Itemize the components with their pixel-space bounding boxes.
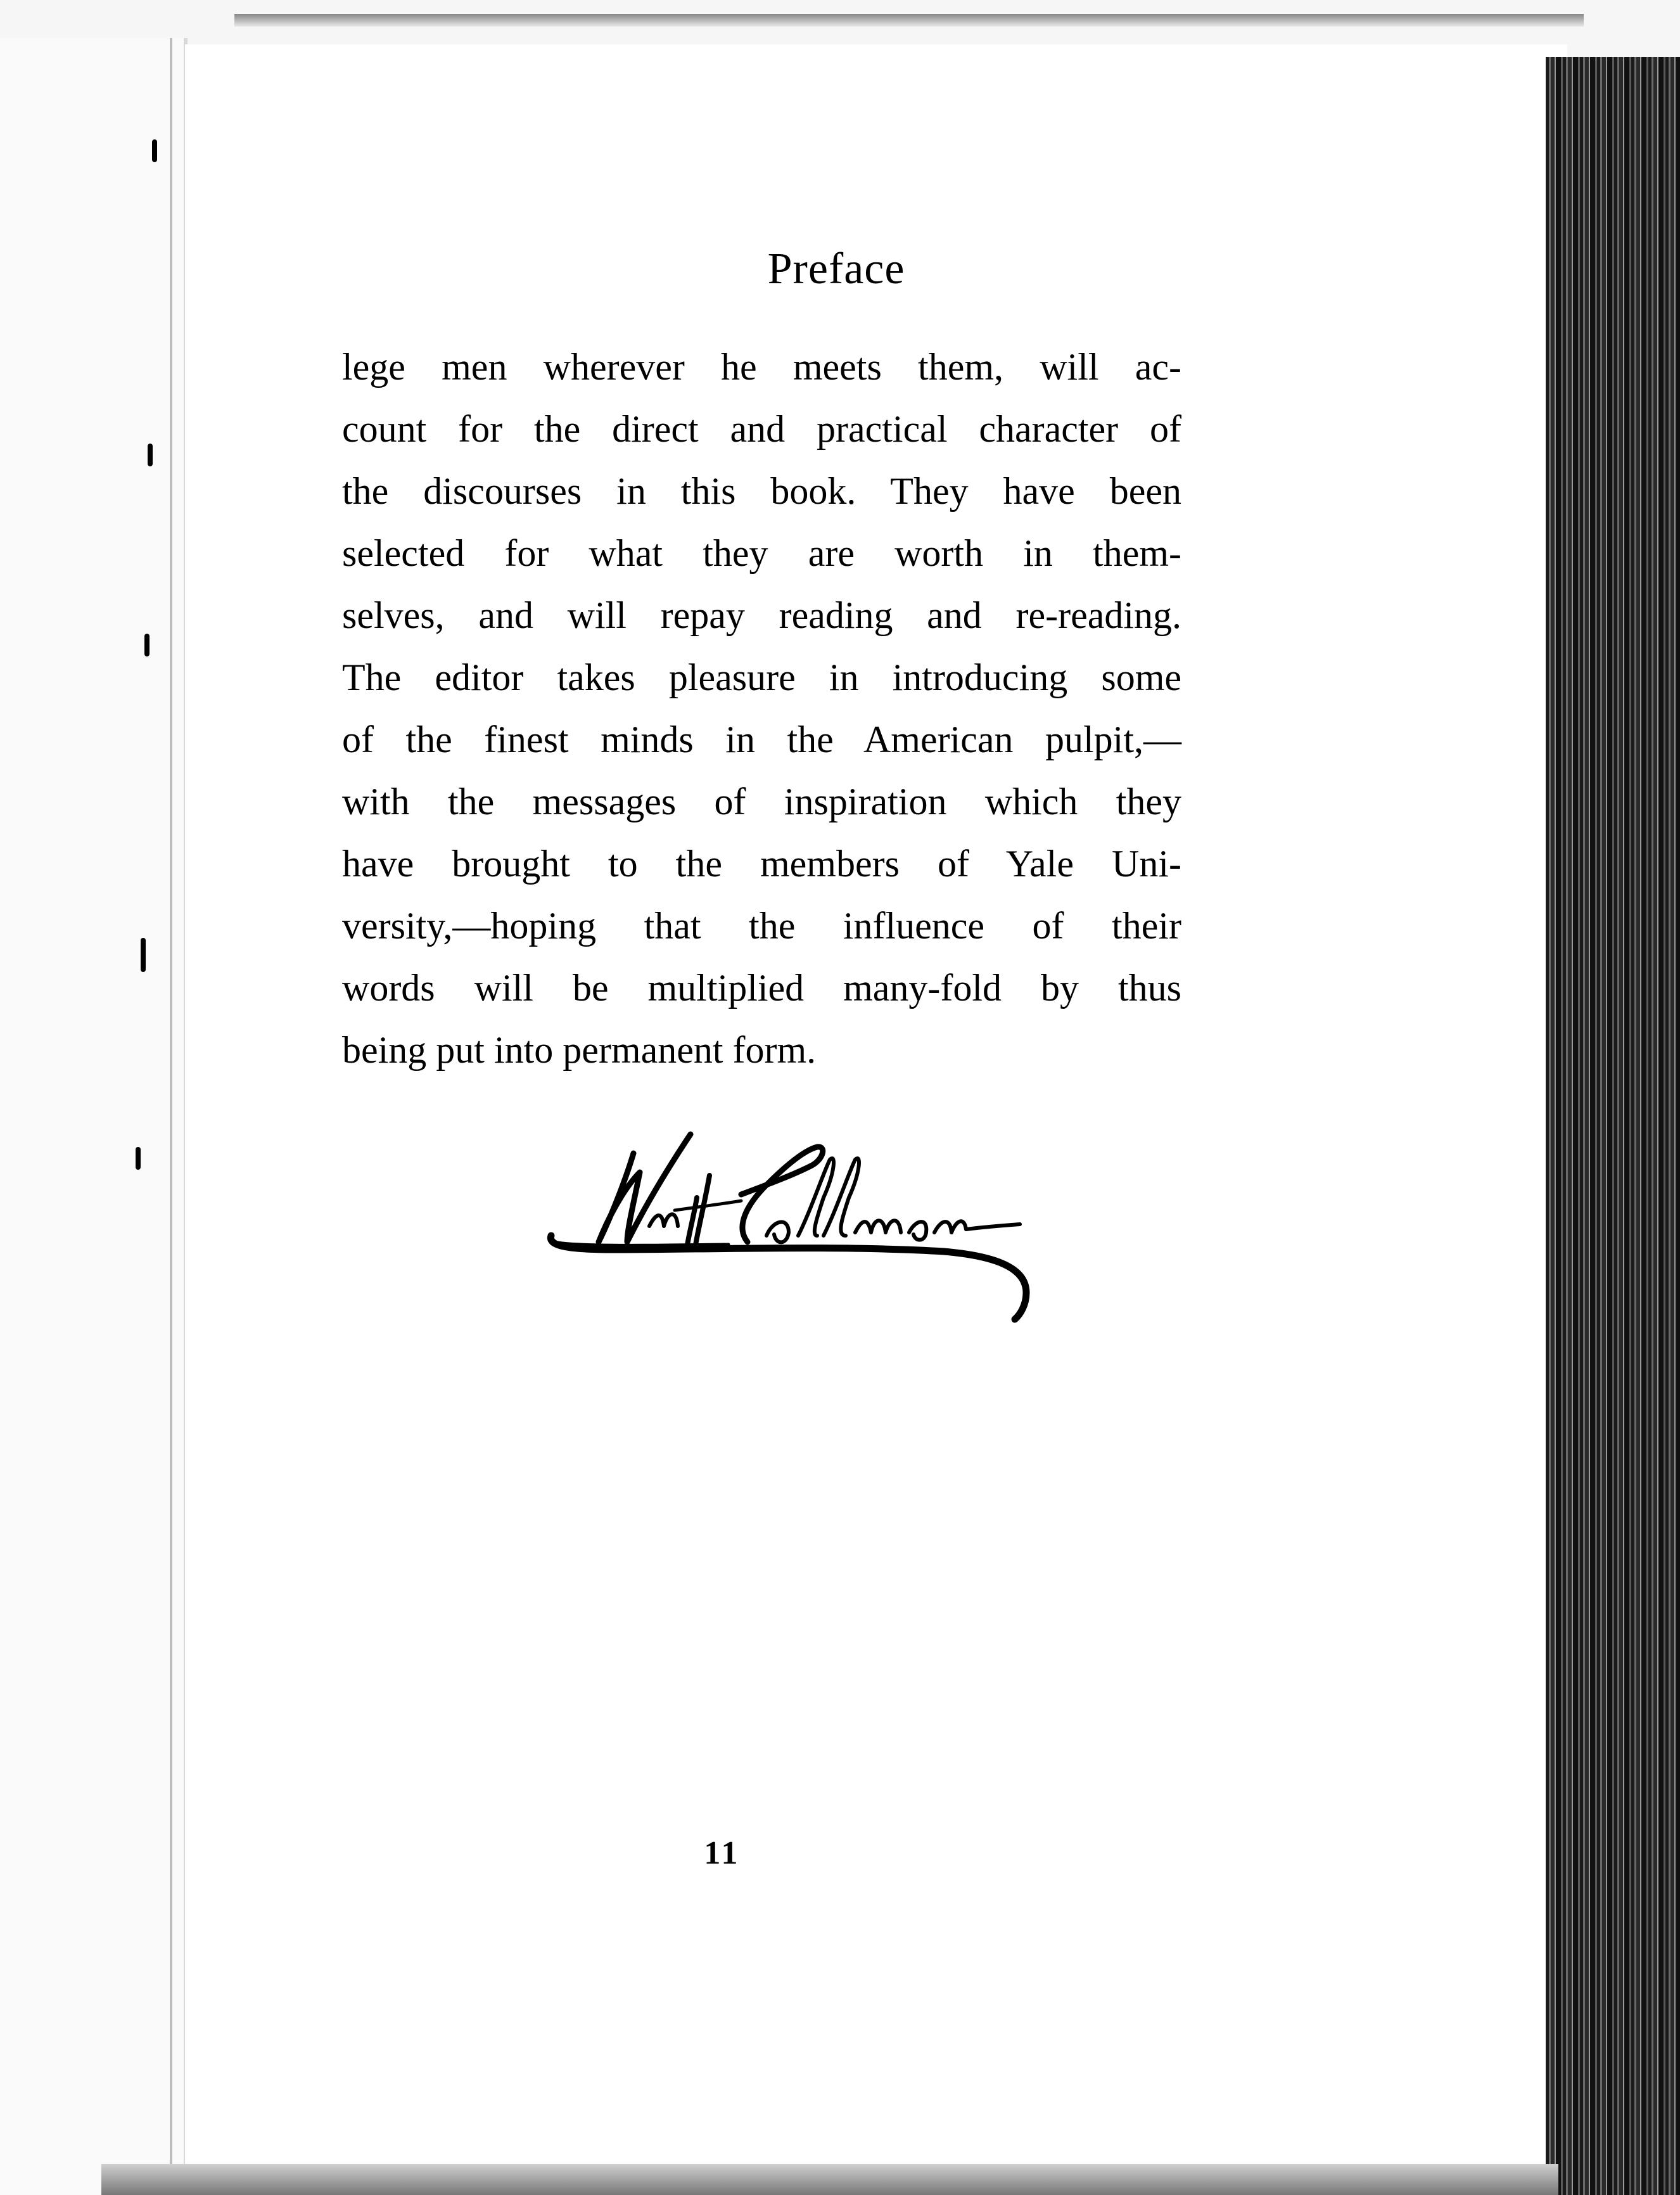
binding-mark [136,1147,141,1170]
text-line: with the messages of inspiration which they [342,781,1181,822]
text-line: selves, and will repay reading and re-reading. [342,594,1181,636]
binding-mark [152,139,157,162]
binding-mark [141,938,146,972]
page-number: 11 [704,1835,741,1871]
text-line: count for the direct and practical character of [342,408,1181,450]
text-line: The editor takes pleasure in introducing some [342,656,1181,698]
binding-mark [148,444,153,466]
text-line: words will be multiplied many-fold by thus [342,967,1181,1009]
gutter-line [170,38,172,2173]
text-line: lege men wherever he meets them, will ac- [342,346,1181,388]
page-block-edge [1546,57,1680,2195]
book-top-edge [234,14,1584,27]
body-text [342,336,1181,1081]
binding-mark [144,634,150,656]
text-line: versity,—hoping that the influence of their [342,905,1181,947]
book-bottom-edge [101,2164,1558,2195]
text-line: being put into permanent form. [342,1029,817,1071]
running-head: Preface [767,245,905,293]
text-line: selected for what they are worth in them- [342,532,1181,574]
text-line: the discourses in this book. They have been [342,470,1181,512]
text-line: have brought to the members of Yale Uni- [342,843,1181,885]
handwritten-signature [538,1115,1096,1324]
left-page-edge [0,38,188,2195]
text-line: of the finest minds in the American pulpit,— [342,719,1181,760]
